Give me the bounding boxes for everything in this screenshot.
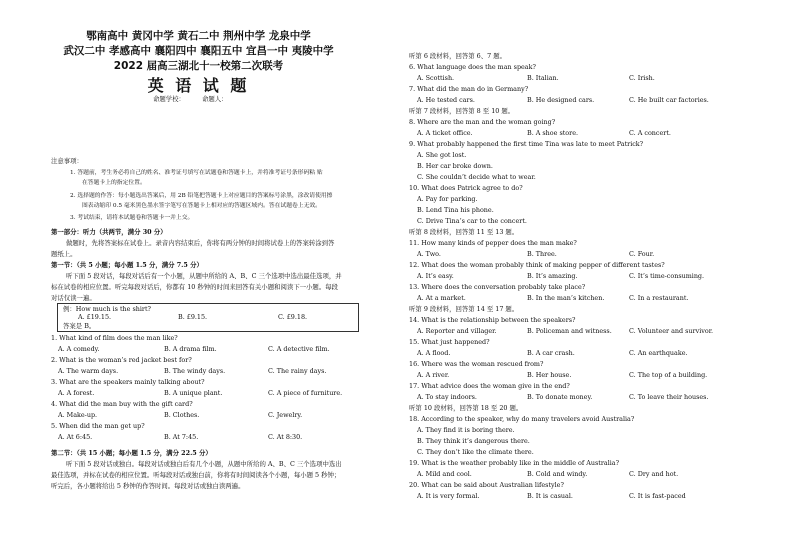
q17-option-c: C. To leave their houses. xyxy=(629,393,709,401)
note-1a: 1. 答题前，考生务必将自己的姓名、准考证号填写在试题卷和答题卡上，并将准考证号条形码粘 贴 xyxy=(70,170,323,176)
q9-option-c: C. She couldn’t decide what to wear. xyxy=(417,173,536,181)
q8-option-b: B. A shoe store. xyxy=(527,129,579,137)
q6-option-a: A. Scottish. xyxy=(417,74,455,82)
note-3: 3. 考试结束，请将本试题卷和答题卡一并上交。 xyxy=(70,215,194,221)
question-1: 1. What kind of film does the man like? xyxy=(51,334,178,342)
listening-heading-9: 听第 9 段材料，回答第 14 至 17 题。 xyxy=(409,305,519,313)
q1-option-a: A. A comedy. xyxy=(58,345,100,353)
q16-option-b: B. Her house. xyxy=(527,371,572,379)
question-10: 10. What does Patrick agree to do? xyxy=(409,184,523,192)
question-20: 20. What can be said about Australian lifestyle? xyxy=(409,481,564,489)
q11-option-a: A. Two. xyxy=(417,250,441,258)
q6-option-b: B. Italian. xyxy=(527,74,559,82)
section2-desc2: 最佳选项，并标在试卷的相应位置。听每段对话或独白前，你将有时间阅读各个小题，每小题 5 秒钟； xyxy=(51,471,341,479)
question-5: 5. When did the man get up? xyxy=(51,422,145,430)
section1-desc2: 标在试卷的相应位置。听完每段对话后，你都有 10 秒钟的时间来回答有关小题和阅读下一小题。每段 xyxy=(51,283,338,291)
q11-option-b: B. Three. xyxy=(527,250,557,258)
listening-heading-8: 听第 8 段材料，回答第 11 至 13 题。 xyxy=(409,228,519,236)
question-17: 17. What advice does the woman give in the end? xyxy=(409,382,570,390)
q18-option-b: B. They think it’s dangerous there. xyxy=(417,437,530,445)
q12-option-b: B. It’s amazing. xyxy=(527,272,578,280)
q5-option-c: C. At 8:30. xyxy=(268,433,303,441)
q2-option-b: B. The windy days. xyxy=(164,367,226,375)
listening-heading-7: 听第 7 段材料，回答第 8 至 10 题。 xyxy=(409,107,515,115)
school-list-line1: 鄂南高中 黄冈中学 黄石二中 荆州中学 龙泉中学 xyxy=(86,30,311,42)
q7-option-c: C. He built car factories. xyxy=(629,96,709,104)
q17-option-a: A. To stay indoors. xyxy=(417,393,477,401)
q4-option-a: A. Make-up. xyxy=(58,411,98,419)
q3-option-a: A. A forest. xyxy=(58,389,95,397)
q4-option-b: B. Clothes. xyxy=(164,411,200,419)
q1-option-b: B. A drama film. xyxy=(164,345,217,353)
q19-option-c: C. Dry and hot. xyxy=(629,470,679,478)
note-2a: 2. 选择题的作答：每小题选出答案后，用 2B 铅笔把答题卡上对应题目的答案标号涂黑，涂改请使用擦 xyxy=(70,193,333,199)
q10-option-c: C. Drive Tina’s car to the concert. xyxy=(417,217,527,225)
q2-option-c: C. The rainy days. xyxy=(268,367,327,375)
q14-option-b: B. Policeman and witness. xyxy=(527,327,612,335)
q2-option-a: A. The warm days. xyxy=(58,367,119,375)
q18-option-a: A. They find it is boring there. xyxy=(417,426,515,434)
q12-option-a: A. It’s easy. xyxy=(417,272,454,280)
q8-option-c: C. A concert. xyxy=(629,129,671,137)
q17-option-b: B. To donate money. xyxy=(527,393,593,401)
example-answer: 答案是 B。 xyxy=(63,322,96,330)
q15-option-a: A. A flood. xyxy=(417,349,451,357)
example-option-c: C. £9.18. xyxy=(278,313,308,321)
section1-desc3: 对话仅读一遍。 xyxy=(51,294,96,302)
q16-option-c: C. The top of a building. xyxy=(629,371,708,379)
q13-option-b: B. In the man’s kitchen. xyxy=(527,294,605,302)
school-list-line2: 武汉二中 孝感高中 襄阳四中 襄阳五中 宜昌一中 夷陵中学 xyxy=(63,45,334,57)
question-3: 3. What are the speakers mainly talking about? xyxy=(51,378,205,386)
part1-desc1: 做题时，先将答案标在试卷上。录音内容结束后，你将有两分钟的时间将试卷上的答案转涂到答 xyxy=(66,239,335,247)
q16-option-a: A. A river. xyxy=(417,371,450,379)
q19-option-b: B. Cold and windy. xyxy=(527,470,588,478)
question-2: 2. What is the woman’s red jacket best for? xyxy=(51,356,192,364)
question-19: 19. What is the weather probably like in the middle of Australia? xyxy=(409,459,620,467)
question-11: 11. How many kinds of pepper does the man make? xyxy=(409,239,577,247)
q9-option-b: B. Her car broke down. xyxy=(417,162,493,170)
example-box xyxy=(57,303,359,332)
setter: 命题人： xyxy=(202,95,228,103)
q10-option-a: A. Pay for parking. xyxy=(417,195,478,203)
exam-series: 2022 届高三湖北十一校第二次联考 xyxy=(113,60,284,72)
q12-option-c: C. It’s time-consuming. xyxy=(629,272,705,280)
q3-option-c: C. A piece of furniture. xyxy=(268,389,343,397)
q7-option-a: A. He tested cars. xyxy=(417,96,475,104)
question-8: 8. Where are the man and the woman going? xyxy=(409,118,556,126)
question-7: 7. What did the man do in Germany? xyxy=(409,85,529,93)
q19-option-a: A. Mild and cool. xyxy=(417,470,472,478)
q1-option-c: C. A detective film. xyxy=(268,345,330,353)
question-4: 4. What did the man buy with the gift card? xyxy=(51,400,193,408)
question-18: 18. According to the speaker, why do many travelers avoid Australia? xyxy=(409,415,635,423)
q4-option-c: C. Jewelry. xyxy=(268,411,303,419)
q5-option-a: A. At 6:45. xyxy=(58,433,93,441)
question-9: 9. What probably happened the first time Tina was late to meet Patrick? xyxy=(409,140,644,148)
q15-option-c: C. An earthquake. xyxy=(629,349,688,357)
q8-option-a: A. A ticket office. xyxy=(417,129,473,137)
q10-option-b: B. Lend Tina his phone. xyxy=(417,206,494,214)
q7-option-b: B. He designed cars. xyxy=(527,96,595,104)
q9-option-a: A. She got lost. xyxy=(417,151,467,159)
notes-heading: 注意事项： xyxy=(51,157,83,165)
question-13: 13. Where does the conversation probably take place? xyxy=(409,283,586,291)
listening-heading-6: 听第 6 段材料，回答第 6、7 题。 xyxy=(409,52,507,60)
listening-heading-10: 听第 10 段材料，回答第 18 至 20 题。 xyxy=(409,404,523,412)
q20-option-b: B. It is casual. xyxy=(527,492,573,500)
example-option-a: A. £19.15. xyxy=(78,313,112,321)
q6-option-c: C. Irish. xyxy=(629,74,655,82)
question-6: 6. What language does the man speak? xyxy=(409,63,536,71)
part1-title: 第一部分：听力（共两节，满分 30 分） xyxy=(51,228,167,236)
q15-option-b: B. A car crash. xyxy=(527,349,575,357)
exam-title: 英 语 试 题 xyxy=(147,76,250,95)
q18-option-c: C. They don’t like the climate there. xyxy=(417,448,534,456)
q20-option-c: C. It is fast-paced xyxy=(629,492,686,500)
question-12: 12. What does the woman probably think of making pepper of different tastes? xyxy=(409,261,665,269)
q3-option-b: B. A unique plant. xyxy=(164,389,223,397)
question-15: 15. What just happened? xyxy=(409,338,490,346)
section1-desc1: 听下面 5 段对话，每段对话后有一个小题，从题中所给的 A、B、C 三个选项中选出最佳选项，并 xyxy=(66,272,342,280)
question-14: 14. What is the relationship between the speakers? xyxy=(409,316,576,324)
example-option-b: B. £9.15. xyxy=(178,313,208,321)
example-question: 例：How much is the shirt? xyxy=(63,305,151,313)
q5-option-b: B. At 7:45. xyxy=(164,433,199,441)
q14-option-c: C. Volunteer and survivor. xyxy=(629,327,714,335)
note-2b: 图表动缩印 0.5 毫米黑色墨水签字笔写在答题卡上相对应的答题区域内。答在试题卷上无效。 xyxy=(82,203,321,209)
section2-desc1: 听下面 5 段对话或独白。每段对话或独白后有几个小题，从题中所给的 A、B、C 三个选项中选出 xyxy=(66,460,342,468)
setter-school: 命题学校： xyxy=(153,95,185,103)
note-1b: 在答题卡上的指定位置。 xyxy=(82,180,146,186)
q20-option-a: A. It is very formal. xyxy=(417,492,480,500)
q13-option-a: A. At a market. xyxy=(417,294,466,302)
section1-title: 第一节：（共 5 小题；每小题 1.5 分，满分 7.5 分） xyxy=(51,261,203,269)
q13-option-c: C. In a restaurant. xyxy=(629,294,689,302)
question-16: 16. Where was the woman rescued from? xyxy=(409,360,544,368)
q14-option-a: A. Reporter and villager. xyxy=(417,327,497,335)
q11-option-c: C. Four. xyxy=(629,250,655,258)
part1-desc2: 题纸上。 xyxy=(51,250,77,258)
section2-desc3: 听完后，各小题将给出 5 秒钟的作答时间。每段对话或独白读两遍。 xyxy=(51,482,245,490)
section2-title: 第二节：（共 15 小题；每小题 1.5 分，满分 22.5 分） xyxy=(51,449,212,457)
